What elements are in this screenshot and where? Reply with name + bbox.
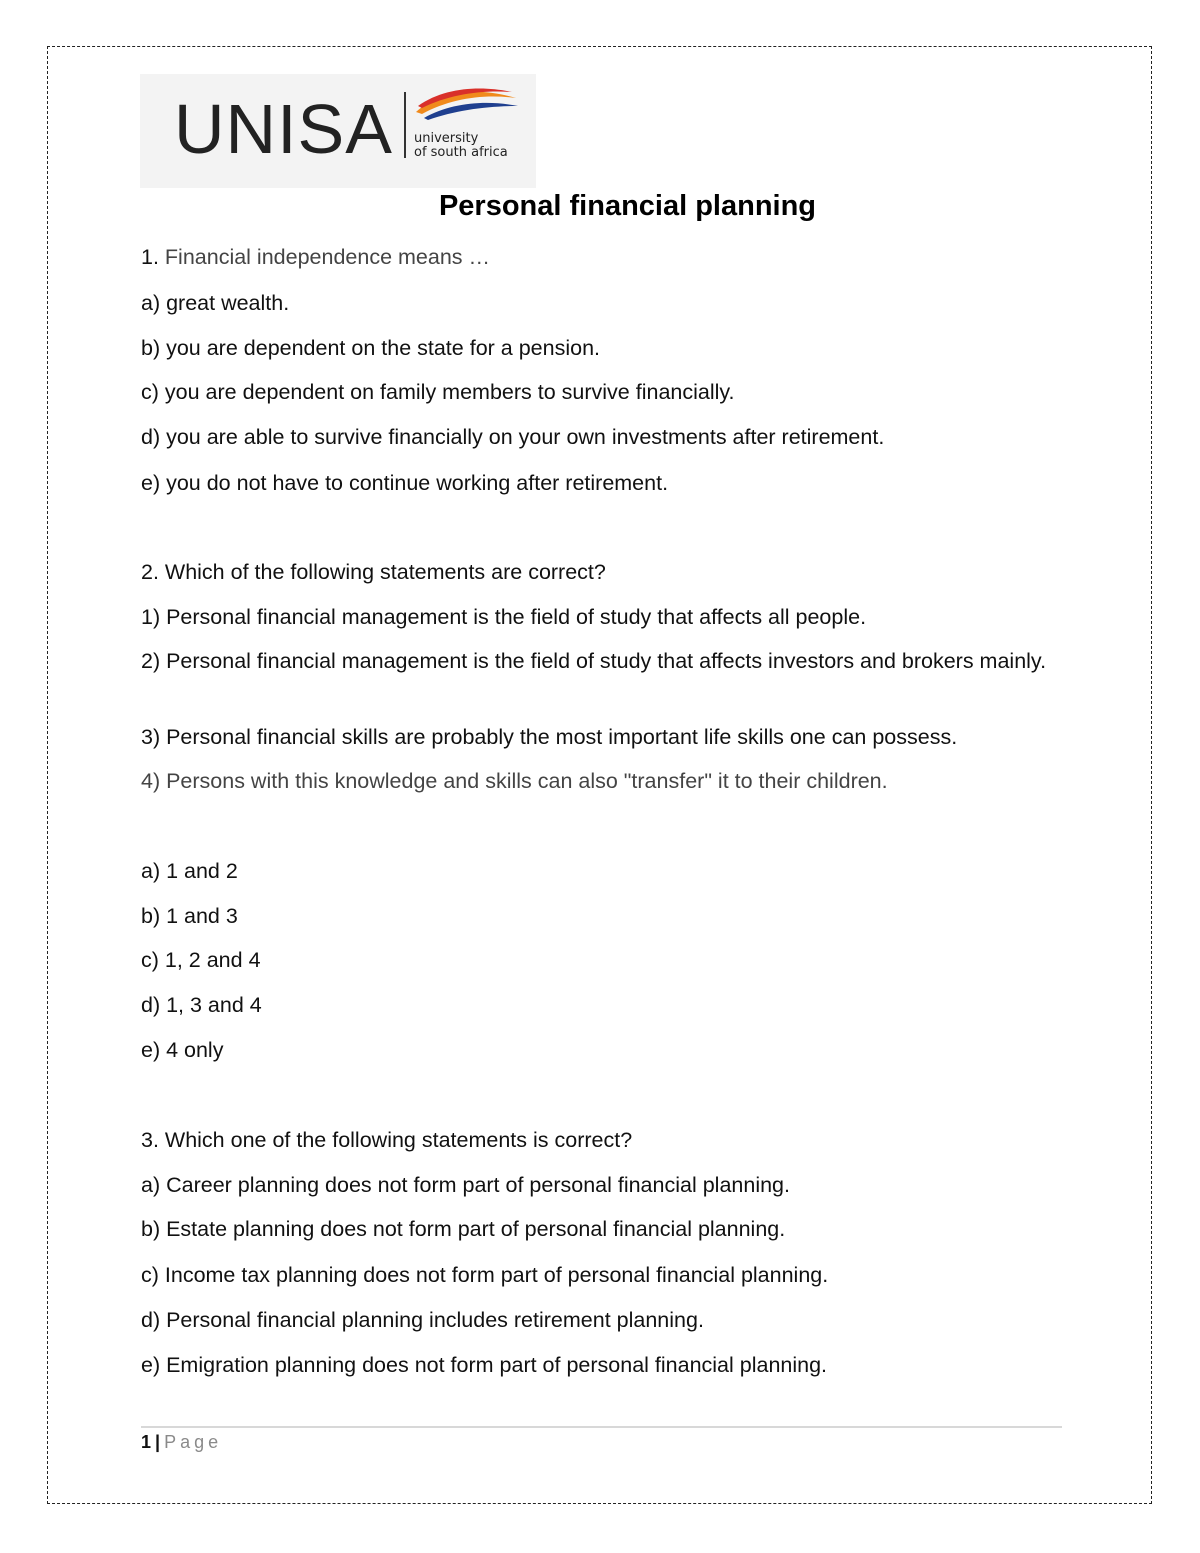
unisa-logo	[140, 74, 536, 188]
logo-divider	[404, 92, 406, 158]
logo-subtitle	[414, 132, 508, 160]
q3-option-a: a) Career planning does not form part of personal financial planning.	[141, 1173, 790, 1197]
q2-option-d: d) 1, 3 and 4	[141, 993, 262, 1017]
page-label: Page	[164, 1432, 223, 1452]
q1-option-a: a) great wealth.	[141, 291, 290, 315]
q1-option-e: e) you do not have to continue working after retirement.	[141, 471, 669, 495]
q3-option-b: b) Estate planning does not form part of personal financial planning.	[141, 1217, 786, 1241]
logo-sub-line-1: university	[414, 131, 479, 146]
q2-question: 2. Which of the following statements are correct?	[141, 560, 606, 584]
q1-option-b: b) you are dependent on the state for a pension.	[141, 336, 600, 360]
page-footer	[141, 1432, 222, 1453]
q2-statement-1: 1) Personal financial management is the field of study that affects all people.	[141, 605, 867, 629]
q1-question	[141, 245, 490, 270]
q3-option-e: e) Emigration planning does not form part of personal financial planning.	[141, 1353, 828, 1377]
footer-separator: |	[155, 1432, 161, 1452]
q3-option-c: c) Income tax planning does not form part of personal financial planning.	[141, 1263, 829, 1287]
q1-text: Financial independence means …	[164, 245, 491, 269]
page-title: Personal financial planning	[438, 190, 817, 222]
logo-sub-line-2: of south africa	[414, 145, 508, 160]
q1-option-c: c) you are dependent on family members to survive financially.	[141, 380, 735, 404]
footer-rule	[141, 1426, 1062, 1428]
q3-question: 3. Which one of the following statements is correct?	[141, 1128, 633, 1152]
q2-option-a: a) 1 and 2	[141, 859, 238, 883]
q2-statement-2: 2) Personal financial management is the field of study that affects investors and brokers mainly.	[141, 649, 1047, 673]
logo-wordmark: UNISA	[174, 90, 393, 168]
q2-option-c: c) 1, 2 and 4	[141, 948, 261, 972]
q1-option-d: d) you are able to survive financially on your own investments after retirement.	[141, 425, 885, 449]
q2-option-e: e) 4 only	[141, 1038, 224, 1062]
logo-swoosh-icon	[412, 86, 522, 126]
q3-option-d: d) Personal financial planning includes retirement planning.	[141, 1308, 704, 1332]
q1-number: 1.	[141, 245, 159, 269]
page-number: 1	[141, 1432, 152, 1452]
q2-statement-3: 3) Personal financial skills are probably the most important life skills one can possess.	[141, 725, 958, 749]
q2-option-b: b) 1 and 3	[141, 904, 238, 928]
q2-statement-4: 4) Persons with this knowledge and skills can also "transfer" it to their children.	[141, 769, 888, 793]
